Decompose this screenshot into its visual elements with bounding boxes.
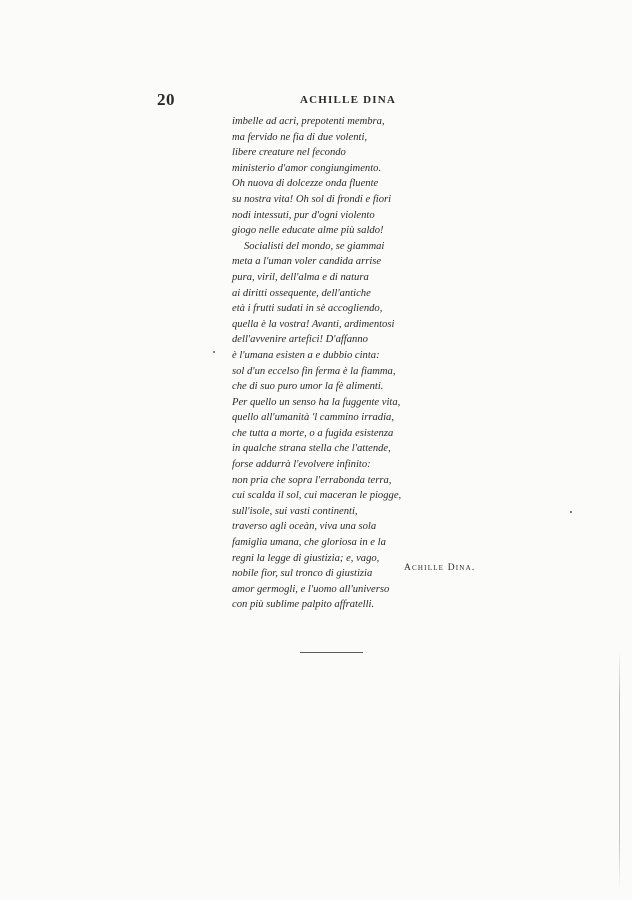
poem-line: nodi intessuti, pur d'ogni violento xyxy=(232,209,375,221)
running-head: ACHILLE DINA xyxy=(300,94,396,106)
poem-line: sull'isole, sui vasti continenti, xyxy=(232,505,358,517)
poem-line: regni la legge di giustizia; e, vago, xyxy=(232,552,380,564)
poem-line: è l'umana esisten a e dubbio cinta: xyxy=(232,349,380,361)
poem-line: Per quello un senso ha la fuggente vita, xyxy=(232,396,401,408)
poem-line: quello all'umanità 'l cammino irradia, xyxy=(232,412,394,424)
scan-speck xyxy=(570,511,572,513)
poem-line: ministerio d'amor congiungimento. xyxy=(232,162,382,174)
poem-line: cui scalda il sol, cui maceran le piogge, xyxy=(232,490,402,502)
poem-line: libere creature nel fecondo xyxy=(232,147,346,159)
poem-line: che tutta a morte, o a fugida esistenza xyxy=(232,427,394,439)
poem-line: non pria che sopra l'errabonda terra, xyxy=(232,474,392,486)
poem-line: età i frutti sudati in sè accogliendo, xyxy=(232,303,383,315)
poem-line: su nostra vita! Oh sol di frondi e fiori xyxy=(232,193,392,205)
poem-line: ma fervido ne fia di due volenti, xyxy=(232,131,368,143)
poem-line: pura, viril, dell'alma e di natura xyxy=(232,271,369,283)
poem-line: Socialisti del mondo, se giammai xyxy=(244,240,385,252)
scan-edge-shadow xyxy=(619,650,620,890)
poem-line: quella è la vostra! Avanti, ardimentosi xyxy=(232,318,395,330)
poem-line: dell'avvenire artefici! D'affanno xyxy=(232,334,368,346)
author-signature: Achille Dina. xyxy=(404,563,476,573)
poem-line: nobile fior, sul tronco di giustizia xyxy=(232,568,373,580)
poem-line: che di suo puro umor la fè alimenti. xyxy=(232,381,384,393)
poem-line: Oh nuova di dolcezze onda fluente xyxy=(232,178,379,190)
poem-line: traverso agli oceàn, viva una sola xyxy=(232,521,377,533)
poem-line: giogo nelle educate alme più saldo! xyxy=(232,225,384,237)
poem-line: famiglia umana, che gloriosa in e la xyxy=(232,537,386,549)
poem-line: con più sublime palpito affratelli. xyxy=(232,599,375,611)
poem-line: ai diritti ossequente, dell'antiche xyxy=(232,287,371,299)
poem-line: meta a l'uman voler candida arrise xyxy=(232,256,382,268)
section-divider xyxy=(300,652,363,653)
poem-line: sol d'un eccelso fin ferma è la fiamma, xyxy=(232,365,396,377)
scan-speck xyxy=(213,351,215,353)
poem-line: imbelle ad acri, prepotenti membra, xyxy=(232,116,385,127)
poem-text xyxy=(232,114,492,613)
poem-line: forse addurrà l'evolvere infinito: xyxy=(232,459,371,471)
page-number: 20 xyxy=(157,90,175,109)
poem-line: in qualche strana stella che l'attende, xyxy=(232,443,391,455)
poem-line: amor germogli, e l'uomo all'universo xyxy=(232,583,390,595)
